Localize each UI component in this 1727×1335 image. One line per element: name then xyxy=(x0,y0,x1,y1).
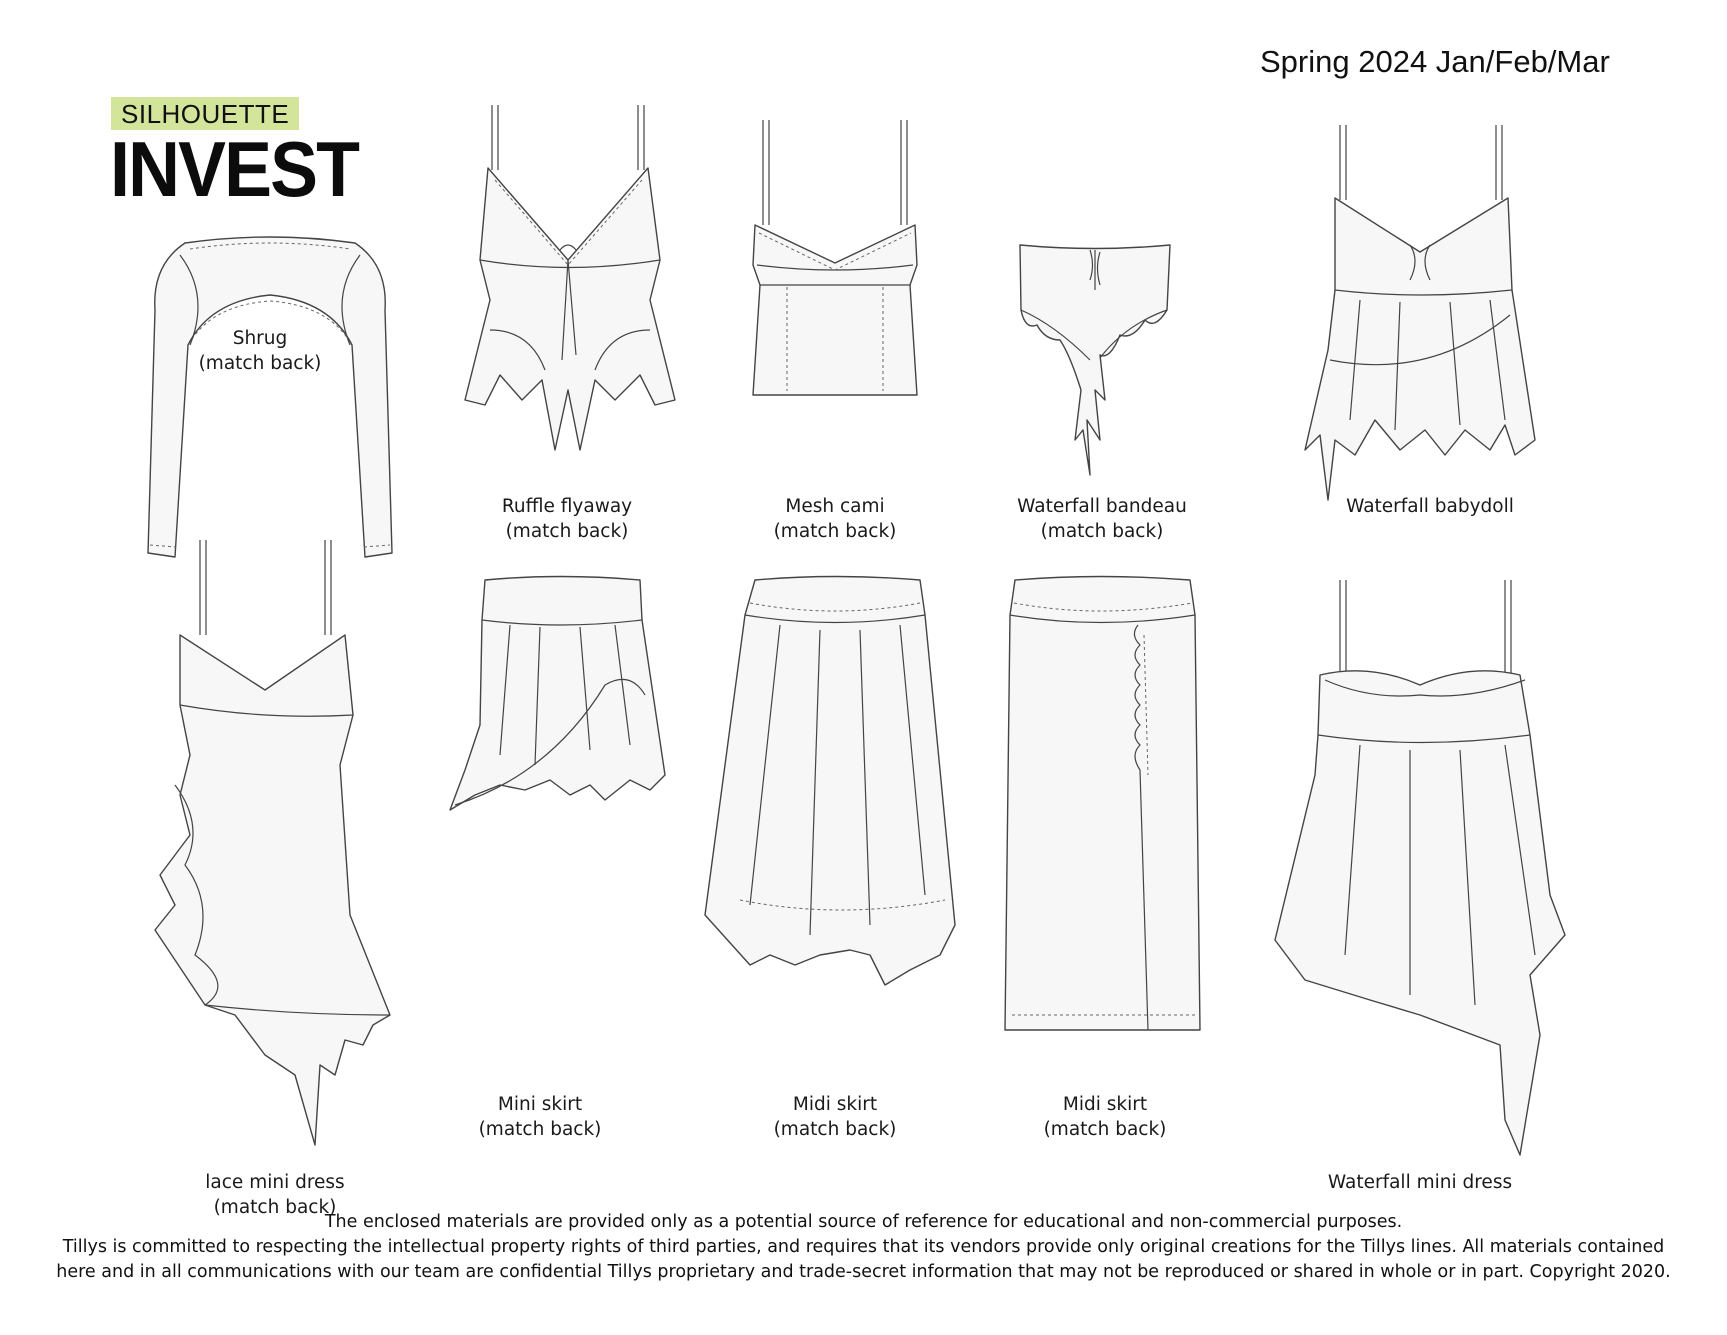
item-note: (match back) xyxy=(478,1119,602,1140)
footer-disclaimer xyxy=(40,1210,1687,1285)
waterfall-bandeau-sketch xyxy=(1015,240,1175,480)
item-label xyxy=(1290,1170,1550,1195)
silhouette-tag: SILHOUETTE xyxy=(111,97,299,130)
footer-line: Tillys is committed to respecting the intellectual property rights of third parties, and requires that its vendors provide only original creations for the Tillys lines. All materials contained xyxy=(62,1237,1665,1257)
footer-line: The enclosed materials are provided only as a potential source of reference for educational and non-commercial purposes. xyxy=(324,1212,1403,1232)
item-note: (match back) xyxy=(773,1119,897,1140)
item-label xyxy=(975,1092,1235,1142)
item-note: (match back) xyxy=(1040,521,1164,542)
waterfall-babydoll-sketch xyxy=(1300,120,1550,500)
lace-mini-dress-sketch xyxy=(145,535,395,1150)
item-name: Mesh cami xyxy=(785,496,885,517)
midi-skirt-sketch xyxy=(700,575,970,995)
midi-skirt-ruched-sketch xyxy=(1000,575,1205,1040)
item-name: Mini skirt xyxy=(497,1094,583,1115)
item-note: (match back) xyxy=(1043,1119,1167,1140)
item-name: Waterfall mini dress xyxy=(1327,1172,1513,1193)
item-note: (match back) xyxy=(505,521,629,542)
mesh-cami-sketch xyxy=(745,115,925,400)
ruffle-flyaway-sketch xyxy=(450,100,690,470)
item-label xyxy=(410,1092,670,1142)
item-label xyxy=(130,326,390,376)
footer-line: here and in all communications with our team are confidential Tillys proprietary and trade-secret information that may not be reproduced or shared in whole or in part. Copyright 2020. xyxy=(56,1262,1671,1282)
item-label xyxy=(437,494,697,544)
item-note: (match back) xyxy=(773,521,897,542)
item-name: lace mini dress xyxy=(205,1172,345,1193)
page-title: INVEST xyxy=(110,125,359,213)
shrug-sketch xyxy=(140,235,400,565)
item-note: (match back) xyxy=(198,353,322,374)
mini-skirt-sketch xyxy=(440,575,690,830)
item-name: Waterfall babydoll xyxy=(1346,496,1514,517)
item-label xyxy=(972,494,1232,544)
waterfall-mini-dress-sketch xyxy=(1270,575,1570,1175)
item-label xyxy=(705,494,965,544)
item-note: (match back) xyxy=(213,1197,337,1218)
season-title: Spring 2024 Jan/Feb/Mar xyxy=(1260,44,1610,79)
item-name: Midi skirt xyxy=(1062,1094,1148,1115)
item-name: Midi skirt xyxy=(792,1094,878,1115)
item-label xyxy=(705,1092,965,1142)
item-label xyxy=(1300,494,1560,519)
item-name: Shrug xyxy=(232,328,288,349)
item-name: Waterfall bandeau xyxy=(1017,496,1187,517)
item-name: Ruffle flyaway xyxy=(501,496,633,517)
